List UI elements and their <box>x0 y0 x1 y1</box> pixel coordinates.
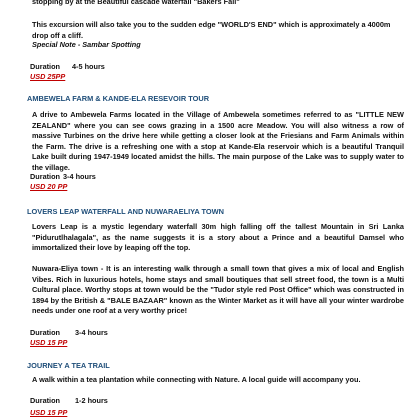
duration-label: Duration <box>30 172 60 181</box>
tour-description: Nuwara-Eliya town - It is an interesting walk through a small town that gives a mix of local and English Vibes. Rich in luxurious hotels, home stays and small boutiques that sell street food, the town is a Multi Cultural place. Worthy stops at town would be the "Tudor style red Post Office" which was constructed in 1894 by the British & "BALE BAZAAR" known as the Winter Market as it will have all your winter wardrobe needs under one roof at a very worthy price! <box>32 264 404 316</box>
duration-value: 1-2 hours <box>75 396 108 405</box>
price: USD 15 PP <box>30 338 68 347</box>
tour-title-tea-trail: JOURNEY A TEA TRAIL <box>27 361 110 370</box>
duration-value: 3-4 hours <box>75 328 108 337</box>
tour-title-lovers-leap: LOVERS LEAP WATERFALL AND NUWARAELIYA TOWN <box>27 207 224 216</box>
duration-value: 3-4 hours <box>63 172 96 181</box>
price: USD 25PP <box>30 72 66 81</box>
duration-value: 4-5 hours <box>72 62 105 71</box>
intro-paragraph: This excursion will also take you to the sudden edge "WORLD'S END" which is approximately a 4000m drop off a cliff. <box>32 20 391 40</box>
tour-description: Lovers Leap is a mystic legendary waterfall 30m high falling off the tallest Mountain in Sri Lanka "Pidurutlhalagala", as the name suggests it is a story about a Prince and a beautiful Damsel who immortalized their love by leaping off the top. <box>32 222 404 253</box>
duration-label: Duration <box>30 328 60 337</box>
tour-description: A drive to Ambewela Farms located in the Village of Ambewela sometimes referred to as "LITTLE NEW ZEALAND" where you can see cows grazing in a 1500 acre Meadow. You will also witness a row of massive Turbines on the drive here while getting a closer look at the Friesians and Farm Animals within the Farm. The drive is a refreshing one with a stop at Kande-Ela reservoir which is a beautiful Tranquil Lake built during 1947-1949 located amidst the hills. The main purpose of the Lake was to supply water to the village. <box>32 110 404 172</box>
duration-label: Duration <box>30 62 60 71</box>
duration-label: Duration <box>30 396 60 405</box>
tour-description: A walk within a tea plantation while connecting with Nature. A local guide will accompany you. <box>32 375 361 384</box>
tour-title-ambewela: AMBEWELA FARM & KANDE-ELA RESEVOIR TOUR <box>27 94 210 103</box>
intro-text-line: stopping by at the Beautiful cascade waterfall "Bakers Fall" <box>32 0 240 6</box>
price: USD 20 PP <box>30 182 68 191</box>
special-note: Special Note - Sambar Spotting <box>32 40 141 49</box>
price: USD 15 PP <box>30 408 68 417</box>
